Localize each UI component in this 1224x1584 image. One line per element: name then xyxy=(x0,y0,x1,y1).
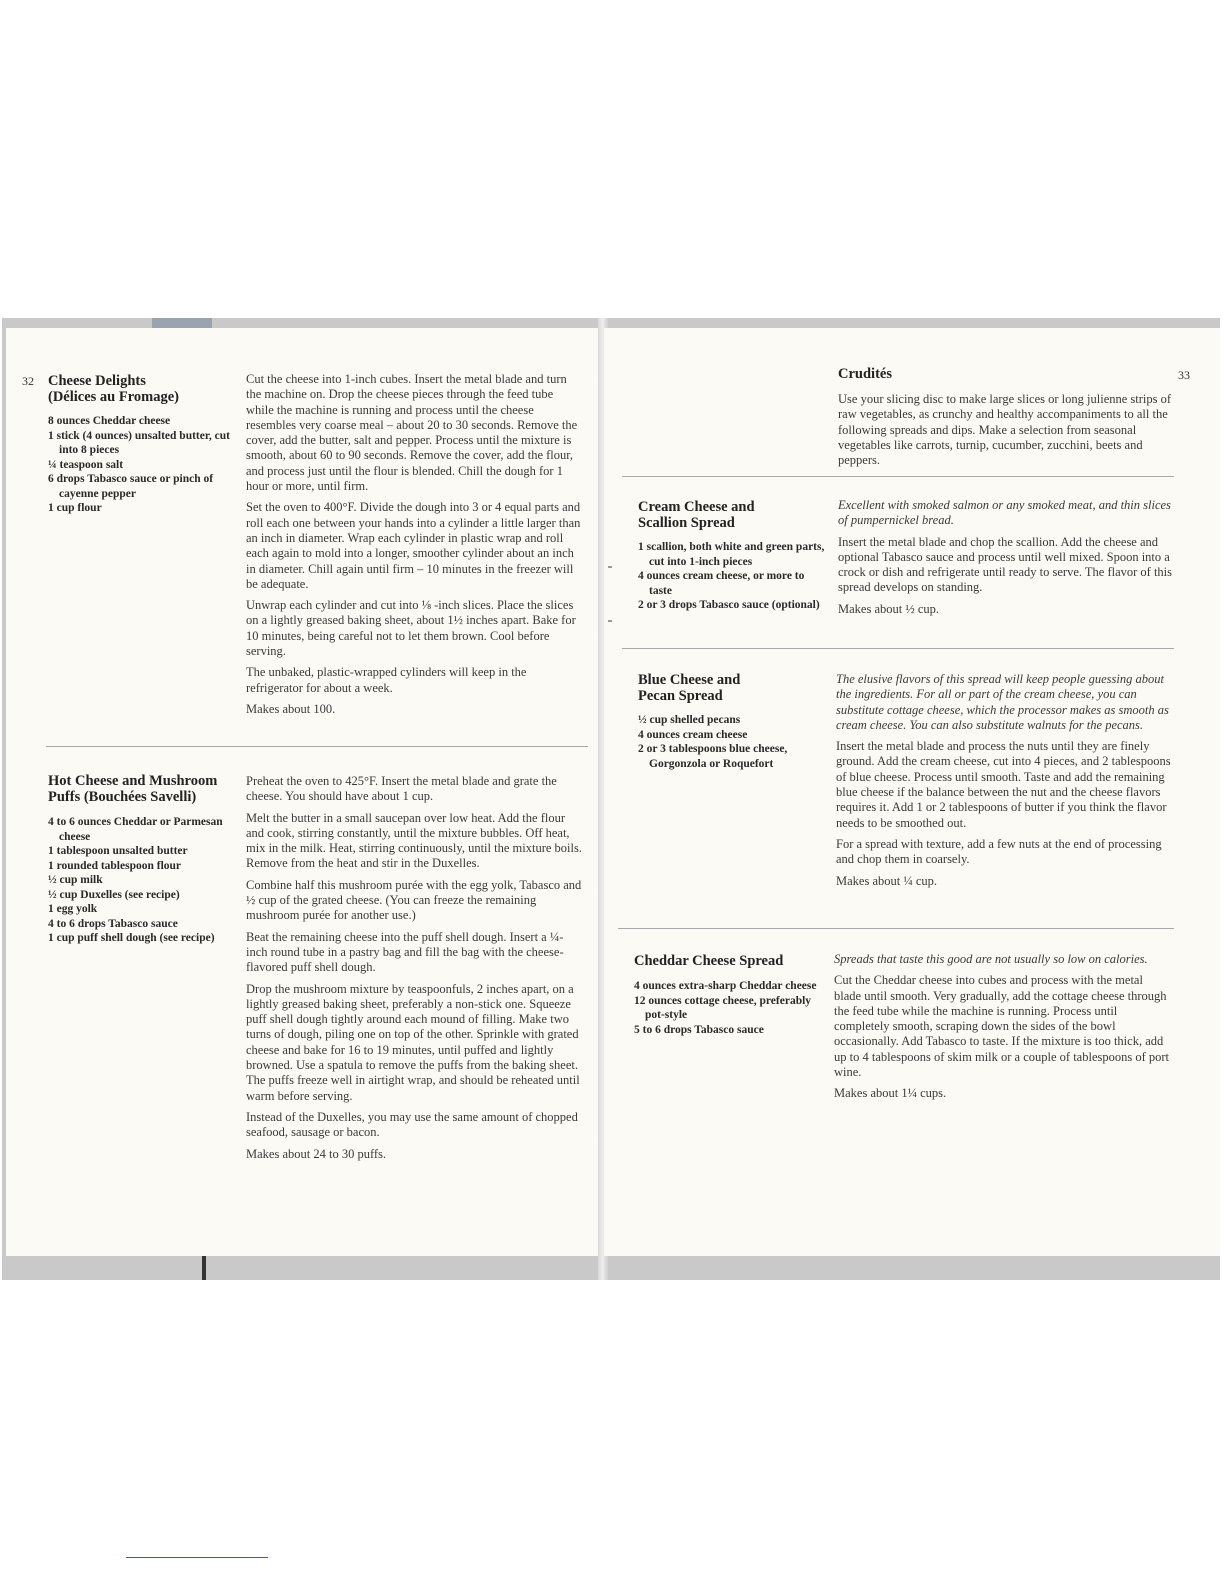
margin-mark xyxy=(608,620,612,622)
method-paragraph: Insert the metal blade and process the nuts until they are finely ground. Add the cream cheese, cut into 4 pieces, and 2 tablespoons of blue cheese. Process until smooth. Taste and add the remaining blue cheese if the balance between the nut and the cheese flavors requires it. Add 1 or 2 tablespoons of butter if you think the flavor needs to be smoothed out. xyxy=(836,739,1171,830)
recipe-method xyxy=(838,392,1174,474)
ingredient-item: 5 to 6 drops Tabasco sauce xyxy=(634,1023,764,1036)
method-paragraph: Cut the Cheddar cheese into cubes and process with the metal blade until smooth. Very gradually, add the cottage cheese through the feed tube while the machine is running. Process until completely smooth, scraping down the sides of the bowl occasionally. Add Tabasco to taste. If the mixture is too thick, add up to 4 tablespoons of skim milk or a couple of tablespoons of port wine. xyxy=(834,973,1170,1080)
method-paragraph: Insert the metal blade and chop the scallion. Add the cheese and optional Tabasco sauce and process until well mixed. Spoon into a crock or dish and refrigerate until ready to serve. The flavor of this spread develops on standing. xyxy=(838,534,1173,595)
page-edge-top xyxy=(152,318,212,328)
recipe-intro: The elusive flavors of this spread will keep people guessing about the ingredients. For all or part of the cream cheese, you can substitute cottage cheese, which the processor makes as smooth as cream cheese. You can also substitute walnuts for the pecans. xyxy=(836,672,1169,732)
ingredient-item: 2 or 3 drops Tabasco sauce (optional) xyxy=(638,599,820,611)
ingredient-item: 1 tablespoon unsalted butter xyxy=(48,845,188,857)
recipe-title xyxy=(638,672,818,704)
ingredient-item: 1 scallion, both white and green parts, cut into 1-inch pieces xyxy=(638,541,825,568)
recipe-title-line: Cream Cheese and xyxy=(638,499,755,515)
recipe-title-line: Scallion Spread xyxy=(638,515,735,531)
ingredient-list xyxy=(48,414,234,516)
ingredient-item: 6 drops Tabasco sauce or pinch of cayenne pepper xyxy=(48,473,214,500)
ingredient-item: 12 ounces cottage cheese, preferably pot-style xyxy=(634,994,812,1021)
right-page xyxy=(604,328,1220,1256)
method-paragraph: Combine half this mushroom purée with the egg yolk, Tabasco and ½ cup of the grated cheese. (You can freeze the remaining mushroom purée for another use.) xyxy=(246,877,582,923)
method-paragraph: Drop the mushroom mixture by teaspoonfuls, 2 inches apart, on a lightly greased baking sheet, preferably a non-stick one. Squeeze puff shell dough tightly around each mound of filling. Make two turns of dough, piling one on top of the other. Sprinkle with grated cheese and bake for 16 to 19 minutes, until puffed and lightly browned. Use a spatula to remove the puffs from the baking sheet. The puffs freeze well in airtight wrap, and should be reheated until warm before serving. xyxy=(246,981,580,1103)
ingredient-item: 4 ounces cream cheese, or more to taste xyxy=(638,570,805,597)
yield-line: Makes about ½ cup. xyxy=(838,601,940,616)
recipe-method xyxy=(836,672,1174,895)
ingredient-item: 8 ounces Cheddar cheese xyxy=(48,415,171,427)
yield-line: Makes about ¼ cup. xyxy=(836,873,938,888)
page-number: 32 xyxy=(22,374,34,388)
recipe-method xyxy=(838,498,1174,623)
method-paragraph: Set the oven to 400°F. Divide the dough into 3 or 4 equal parts and roll each one between your hands into a cylinder a little larger than an inch in diameter. Wrap each cylinder in plastic wrap and roll each again to mold into a longer, smoother cylinder about an inch in diameter. Chill again until firm – 10 minutes in the freezer will be adequate. xyxy=(246,500,581,591)
divider xyxy=(618,928,1174,929)
page-number: 33 xyxy=(1178,368,1190,382)
ingredient-item: 4 to 6 ounces Cheddar or Parmesan cheese xyxy=(48,816,223,843)
recipe-title-line: (Délices au Fromage) xyxy=(48,389,179,405)
ingredient-item: 1 cup puff shell dough (see recipe) xyxy=(48,932,215,944)
divider xyxy=(622,476,1174,477)
ingredient-item: 4 to 6 drops Tabasco sauce xyxy=(48,917,178,930)
method-paragraph: Preheat the oven to 425°F. Insert the metal blade and grate the cheese. You should have about 1 cup. xyxy=(246,774,557,804)
method-paragraph: For a spread with texture, add a few nuts at the end of processing and chop them in coarsely. xyxy=(836,836,1162,867)
method-paragraph: Cut the cheese into 1-inch cubes. Insert the metal blade and turn the machine on. Drop the cheese pieces through the feed tube while the machine is running and process until the cheese resembles very coarse meal – about 20 to 30 seconds. Remove the cover, add the butter, salt and pepper. Process until the mixture is smooth, about 60 to 90 seconds. Remove the cover, add the flour, and process just until the flour is blended. Chill the dough for 1 hour or more, until firm. xyxy=(246,372,578,494)
recipe-method xyxy=(246,774,584,1168)
ingredient-item: ¼ teaspoon salt xyxy=(48,458,124,471)
book-spread xyxy=(2,318,1220,1280)
ingredient-item: 1 rounded tablespoon flour xyxy=(48,859,182,872)
ingredient-item: ½ cup shelled pecans xyxy=(638,714,741,726)
left-page xyxy=(6,328,600,1256)
margin-mark xyxy=(608,566,612,568)
yield-line: Makes about 24 to 30 puffs. xyxy=(246,1146,387,1161)
recipe-title-line: Pecan Spread xyxy=(638,688,723,704)
recipe-title-line: Puffs (Bouchées Savelli) xyxy=(48,789,197,805)
recipe-method xyxy=(834,952,1172,1108)
recipe-title xyxy=(48,373,228,405)
ingredient-item: 1 cup flour xyxy=(48,502,102,514)
divider xyxy=(622,648,1174,649)
ingredient-list xyxy=(48,815,224,946)
footnote-rule xyxy=(126,1557,268,1558)
ingredient-list xyxy=(638,540,828,613)
recipe-intro: Spreads that taste this good are not usually so low on calories. xyxy=(834,952,1148,966)
recipe-title: Crudités xyxy=(838,366,892,382)
ingredient-item: 4 ounces cream cheese xyxy=(638,728,748,741)
ingredient-item: 1 egg yolk xyxy=(48,903,98,915)
method-paragraph: The unbaked, plastic-wrapped cylinders will keep in the refrigerator for about a week. xyxy=(246,665,527,695)
recipe-title xyxy=(48,773,238,805)
recipe-title-line: Cheese Delights xyxy=(48,373,146,389)
method-paragraph: Use your slicing disc to make large slices or long julienne strips of raw vegetables, as crunchy and healthy accompaniments to all the following spreads and dips. Make a selection from seasonal vegetables like carrots, turnip, cucumber, zucchini, beets and peppers. xyxy=(838,392,1172,468)
recipe-title xyxy=(638,499,818,531)
recipe-title-line: Hot Cheese and Mushroom xyxy=(48,773,218,789)
ingredient-list xyxy=(638,713,828,771)
recipe-intro: Excellent with smoked salmon or any smoked meat, and thin slices of pumpernickel bread. xyxy=(838,498,1171,528)
yield-line: Makes about 1¼ cups. xyxy=(834,1086,947,1101)
method-paragraph: Unwrap each cylinder and cut into ⅛ -inch slices. Place the slices on a lightly greased baking sheet, about 1½ inches apart. Bake for 10 minutes, being careful not to let them brown. Cool before serving. xyxy=(246,598,576,659)
recipe-method xyxy=(246,372,584,723)
method-paragraph: Melt the butter in a small saucepan over low heat. Add the flour and cook, stirring constantly, until the mixture bubbles. Off heat, mix in the milk. Heat, stirring continuously, until the mixture boils. Remove from the heat and stir in the Duxelles. xyxy=(246,810,582,871)
ingredient-item: 4 ounces extra-sharp Cheddar cheese xyxy=(634,980,817,992)
divider xyxy=(46,746,588,747)
recipe-title: Cheddar Cheese Spread xyxy=(634,953,784,969)
method-paragraph: Beat the remaining cheese into the puff shell dough. Insert a ¼-inch round tube in a pastry bag and fill the bag with the cheese-flavored puff shell dough. xyxy=(246,929,564,975)
yield-line: Makes about 100. xyxy=(246,701,336,716)
page-edge-bottom xyxy=(202,1256,206,1280)
recipe-title-line: Blue Cheese and xyxy=(638,672,741,688)
ingredient-item: 1 stick (4 ounces) unsalted butter, cut into 8 pieces xyxy=(48,429,230,456)
ingredient-item: ½ cup milk xyxy=(48,874,103,886)
method-paragraph: Instead of the Duxelles, you may use the same amount of chopped seafood, sausage or bacon. xyxy=(246,1109,578,1140)
ingredient-item: ½ cup Duxelles (see recipe) xyxy=(48,888,180,901)
ingredient-item: 2 or 3 tablespoons blue cheese, Gorgonzola or Roquefort xyxy=(638,743,788,770)
ingredient-list xyxy=(634,979,820,1037)
